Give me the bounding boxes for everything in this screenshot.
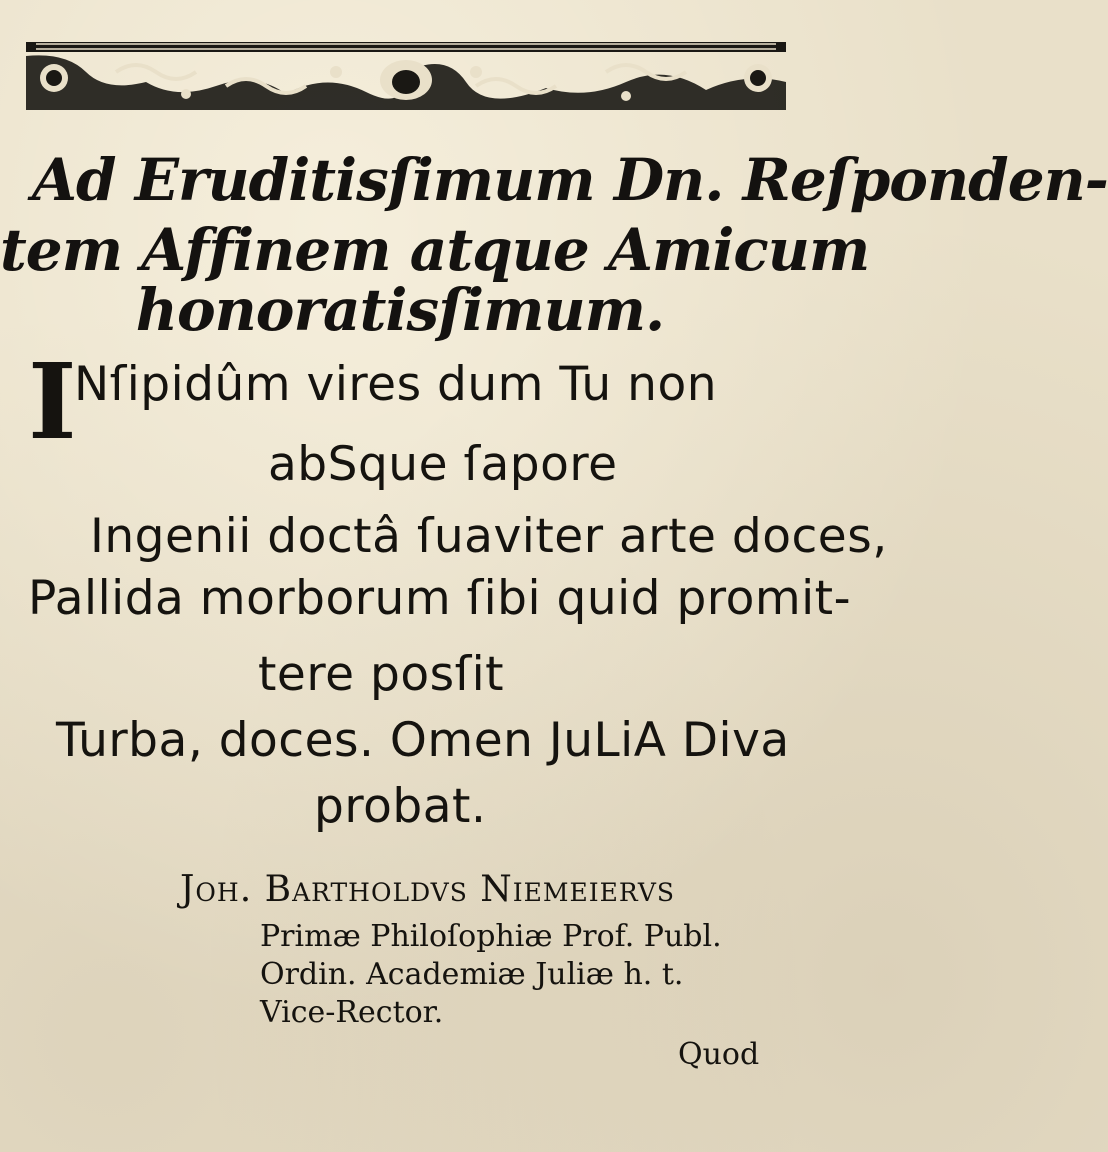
poem-line-7: probat. [314, 779, 487, 834]
catchword: Quod [678, 1037, 760, 1072]
signer-title-2: Ordin. Academiæ Juliæ h. t. [260, 957, 684, 992]
drop-initial: I [28, 340, 77, 463]
poem-line-6: Turba, doces. Omen JuLiA Diva [56, 713, 790, 768]
poem-line-3: Ingenii doctâ ſuaviter arte doces, [90, 509, 888, 564]
heading-line-3: honoratisſimum. [135, 276, 665, 344]
heading-line-2: tem Affinem atque Amicum [0, 216, 870, 284]
poem-line-4: Pallida morborum ſibi quid promit- [28, 571, 852, 626]
signer-title-1: Primæ Philoſophiæ Prof. Publ. [260, 919, 722, 954]
signer-title-3: Vice-Rector. [260, 995, 444, 1030]
poem-line-2: abSque ſapore [268, 437, 618, 492]
poem-line-5: tere posſit [258, 647, 505, 702]
heading-line-1: Ad Eruditisſimum Dn. Reſponden- [32, 146, 1108, 214]
ornamental-headpiece [26, 42, 786, 110]
poem-line-1: Nſipidûm vires dum Tu non [74, 357, 717, 412]
signer-name: Joh. Bartholdvs Niemeiervs [180, 869, 676, 910]
